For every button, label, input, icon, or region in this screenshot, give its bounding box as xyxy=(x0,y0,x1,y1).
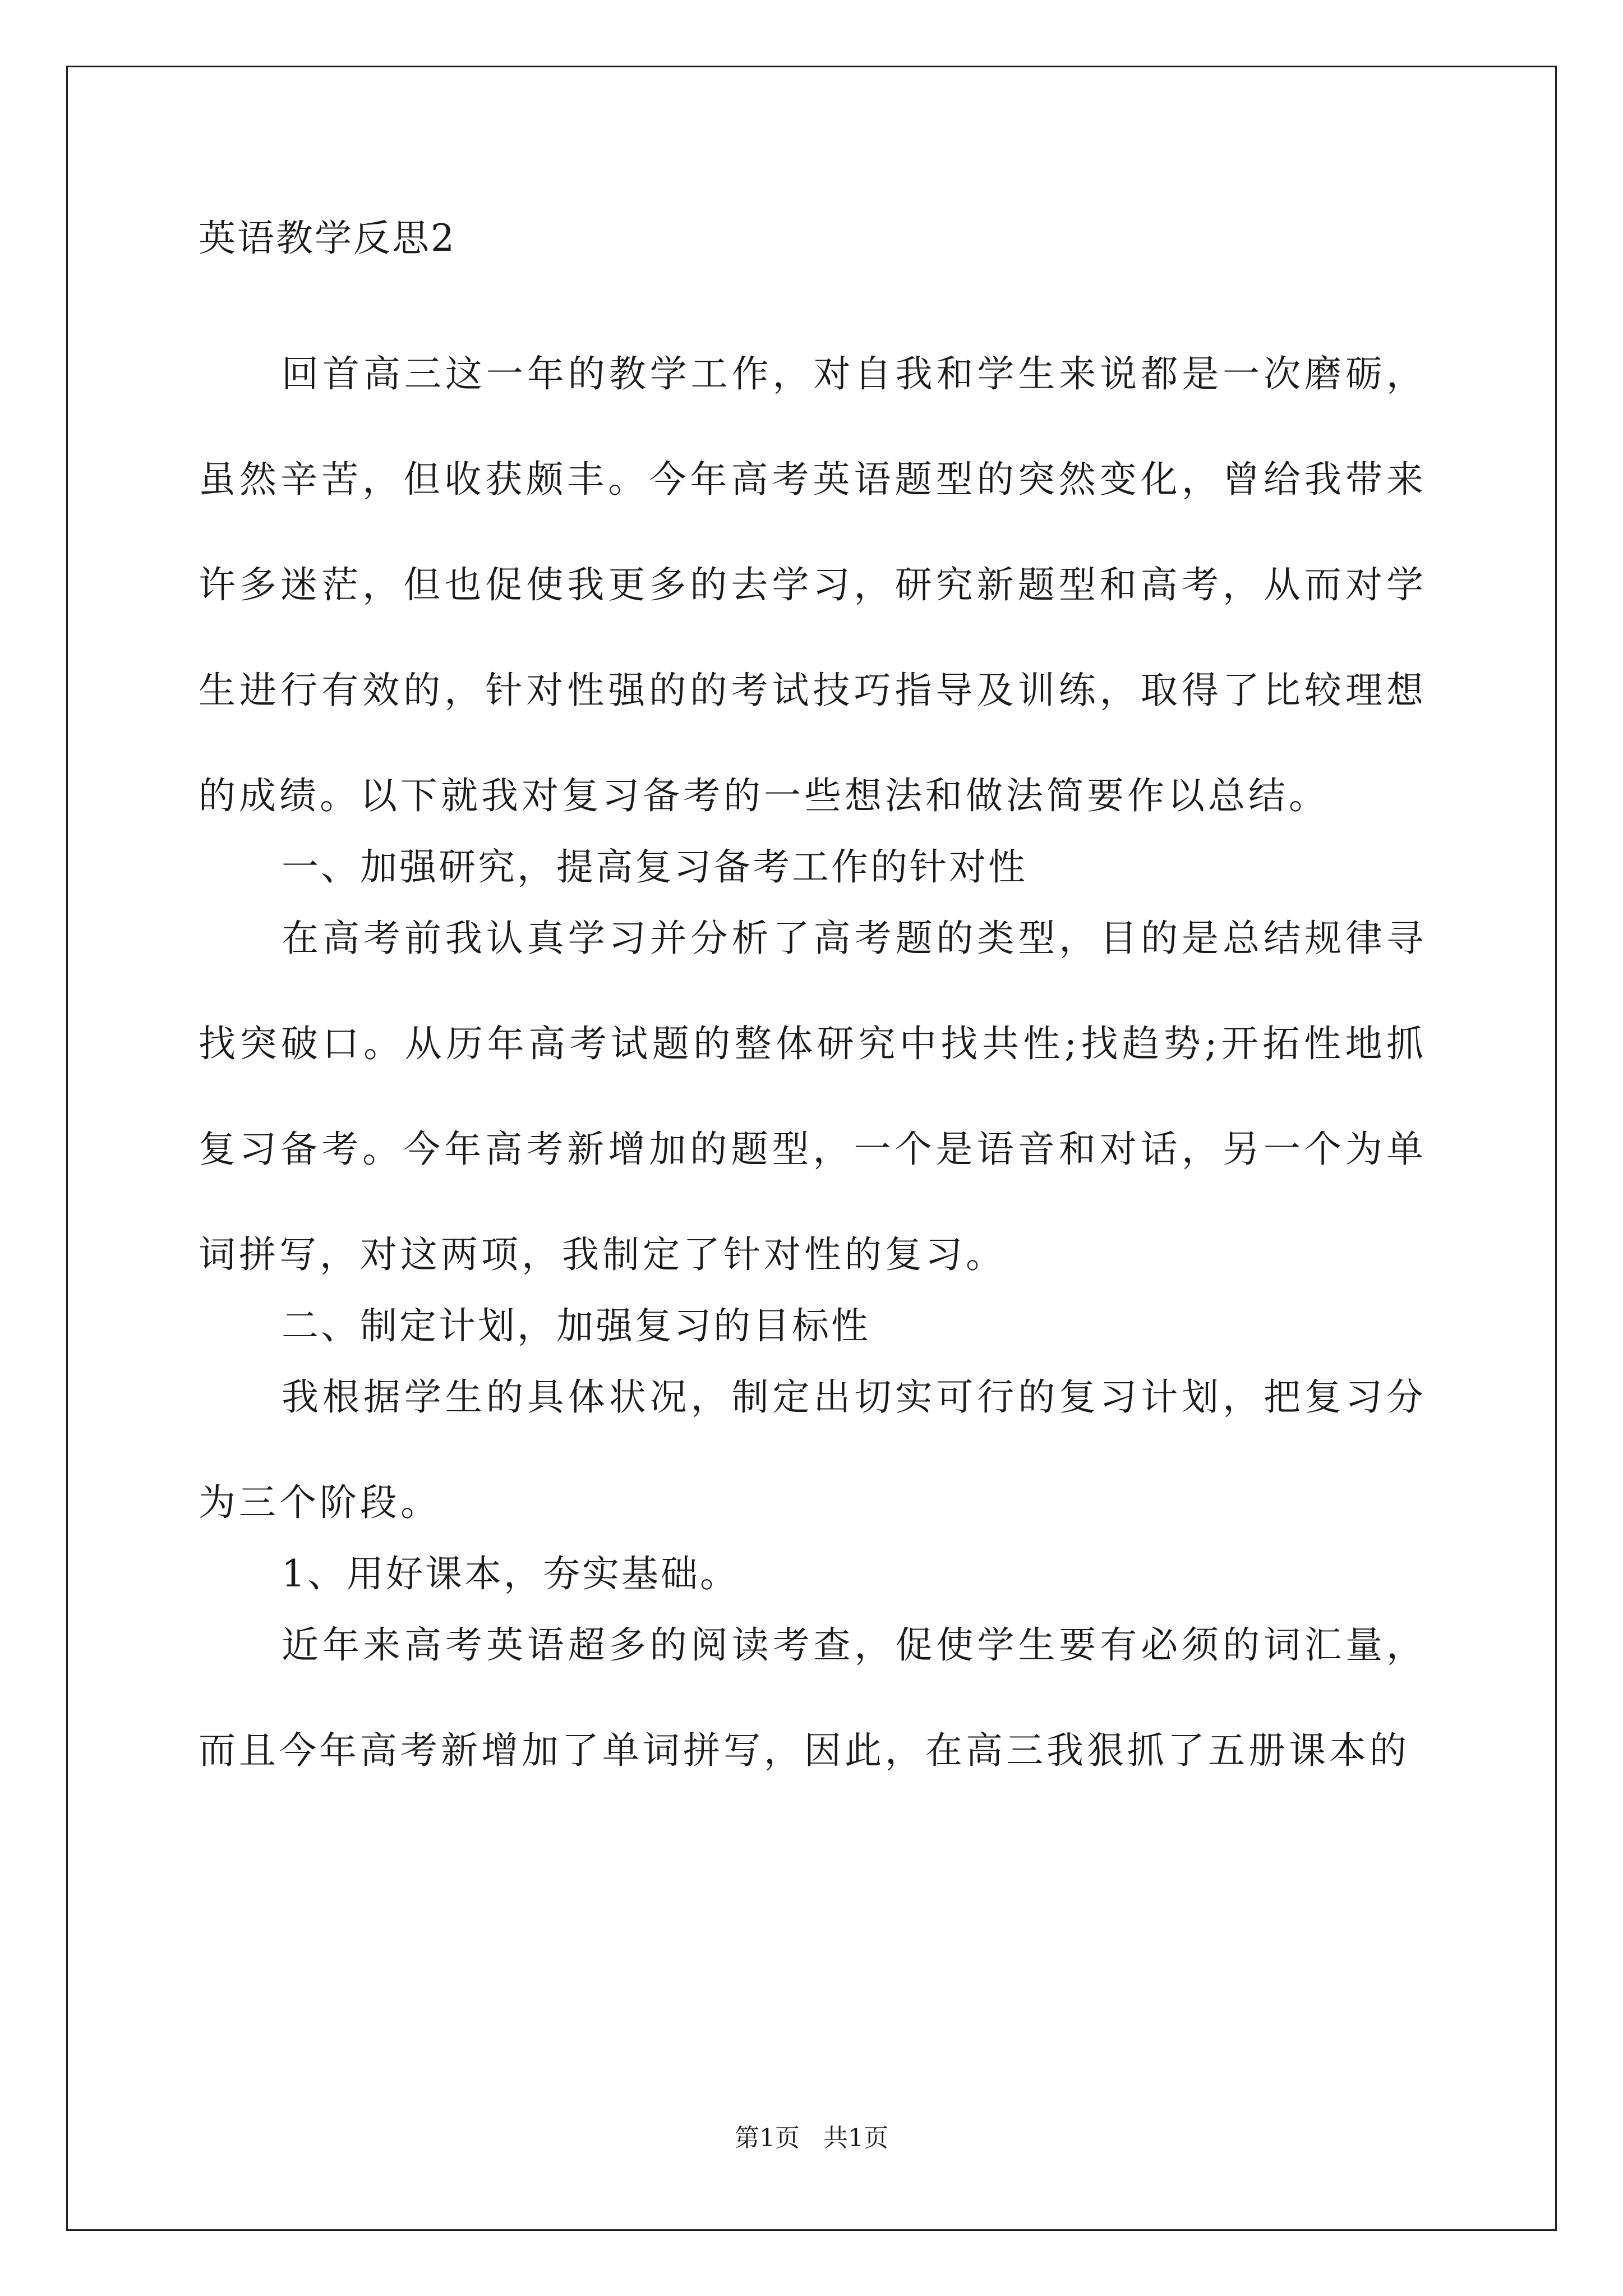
page-number-footer: 第1页 共1页 xyxy=(735,2124,888,2152)
document-body xyxy=(199,217,1427,1803)
paragraph-research: 在高考前我认真学习并分析了高考题的类型，目的是总结规律寻找突破口。从历年高考试题的整体研究中找共性;找趋势;开拓性地抓复习备考。今年高考新增加的题型，一个是语音和对话，另一个为单词拼写，对这两项，我制定了针对性的复习。 xyxy=(199,917,1427,1276)
paragraph-intro: 回首高三这一年的教学工作，对自我和学生来说都是一次磨砺，虽然辛苦，但收获颇丰。今年高考英语题型的突然变化，曾给我带来许多迷茫，但也促使我更多的去学习，研究新题型和高考，从而对学生进行有效的，针对性强的的考试技巧指导及训练，取得了比较理想的成绩。以下就我对复习备考的一些想法和做法简要作以总结。 xyxy=(199,352,1427,817)
document-title: 英语教学反思2 xyxy=(199,217,456,260)
section-heading-1: 一、加强研究，提高复习备考工作的针对性 xyxy=(282,845,1027,889)
paragraph-plan: 我根据学生的具体状况，制定出切实可行的复习计划，把复习分为三个阶段。 xyxy=(199,1375,1427,1524)
section-heading-2: 二、制定计划，加强复习的目标性 xyxy=(282,1304,870,1347)
subsection-heading-1: 1、用好课本，夯实基础。 xyxy=(282,1552,739,1595)
paragraph-vocabulary: 近年来高考英语超多的阅读考查，促使学生要有必须的词汇量，而且今年高考新增加了单词拼写，因此，在高三我狠抓了五册课本的 xyxy=(199,1623,1427,1772)
